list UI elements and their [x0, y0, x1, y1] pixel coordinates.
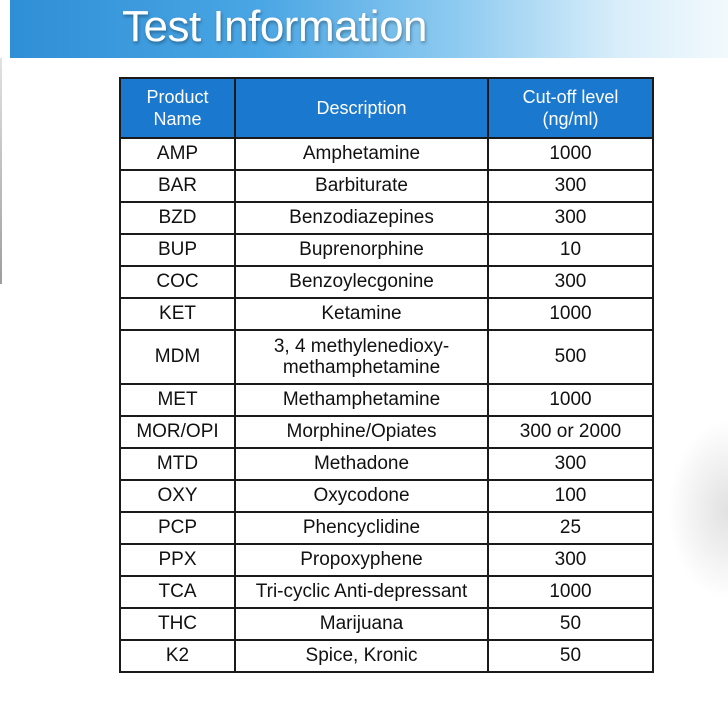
table-row	[120, 138, 653, 170]
title-banner	[10, 0, 728, 58]
product-name-cell: PPX	[120, 544, 235, 576]
cutoff-level-cell: 300	[488, 544, 653, 576]
table-header-row	[120, 78, 653, 138]
test-information-table	[119, 77, 654, 673]
description-line: Phencyclidine	[302, 517, 421, 538]
product-name-cell: AMP	[120, 138, 235, 170]
cutoff-level-cell: 300	[488, 170, 653, 202]
description-cell	[235, 330, 488, 384]
header-line: Description	[316, 98, 407, 118]
header-product-name	[120, 78, 235, 138]
description-cell	[235, 480, 488, 512]
cutoff-level-cell: 10	[488, 234, 653, 266]
description-line: Amphetamine	[302, 143, 421, 164]
header-line: (ng/ml)	[542, 109, 599, 129]
description-line: Ketamine	[321, 303, 402, 324]
table-row	[120, 266, 653, 298]
description-line: Barbiturate	[315, 175, 408, 196]
table-row	[120, 330, 653, 384]
product-name-cell: KET	[120, 298, 235, 330]
cutoff-level-cell: 300	[488, 448, 653, 480]
cutoff-level-cell: 25	[488, 512, 653, 544]
description-cell	[235, 266, 488, 298]
table-row	[120, 416, 653, 448]
table-row	[120, 512, 653, 544]
product-name-cell: BAR	[120, 170, 235, 202]
product-name-cell: THC	[120, 608, 235, 640]
table-row	[120, 608, 653, 640]
description-cell	[235, 448, 488, 480]
product-name-cell: PCP	[120, 512, 235, 544]
cutoff-level-cell: 100	[488, 480, 653, 512]
description-cell	[235, 234, 488, 266]
cutoff-level-cell: 300 or 2000	[488, 416, 653, 448]
table-row	[120, 170, 653, 202]
description-cell	[235, 202, 488, 234]
cutoff-level-cell: 1000	[488, 576, 653, 608]
product-name-cell: BZD	[120, 202, 235, 234]
page-title: Test Information	[122, 2, 428, 51]
table-row	[120, 544, 653, 576]
table-row	[120, 576, 653, 608]
description-cell	[235, 608, 488, 640]
description-line: methamphetamine	[282, 357, 441, 378]
table-row	[120, 298, 653, 330]
description-line: Benzoylecgonine	[289, 271, 434, 292]
description-cell	[235, 416, 488, 448]
cutoff-level-cell: 300	[488, 266, 653, 298]
cutoff-level-cell: 300	[488, 202, 653, 234]
table-row	[120, 640, 653, 672]
description-line: Benzodiazepines	[289, 207, 434, 228]
description-line: Marijuana	[319, 613, 404, 634]
cutoff-level-cell: 1000	[488, 384, 653, 416]
left-edge-line	[0, 58, 2, 284]
description-cell	[235, 138, 488, 170]
description-cell	[235, 512, 488, 544]
product-name-cell: OXY	[120, 480, 235, 512]
description-cell	[235, 170, 488, 202]
product-name-cell: COC	[120, 266, 235, 298]
table-body	[120, 138, 653, 672]
product-name-cell: MOR/OPI	[120, 416, 235, 448]
description-cell	[235, 576, 488, 608]
background-glow	[668, 420, 728, 600]
cutoff-level-cell: 500	[488, 330, 653, 384]
description-line: Methadone	[313, 453, 410, 474]
table-row	[120, 202, 653, 234]
cutoff-level-cell: 1000	[488, 138, 653, 170]
product-name-cell: MTD	[120, 448, 235, 480]
description-line: Methamphetamine	[282, 389, 441, 410]
description-cell	[235, 298, 488, 330]
header-line: Name	[153, 109, 202, 129]
product-name-cell: K2	[120, 640, 235, 672]
table-row	[120, 480, 653, 512]
cutoff-level-cell: 50	[488, 608, 653, 640]
description-line: Propoxyphene	[300, 549, 423, 570]
table-row	[120, 448, 653, 480]
header-cutoff-level	[488, 78, 653, 138]
description-cell	[235, 640, 488, 672]
product-name-cell: MDM	[120, 330, 235, 384]
product-name-cell: BUP	[120, 234, 235, 266]
table-row	[120, 234, 653, 266]
cutoff-level-cell: 50	[488, 640, 653, 672]
description-line: Spice, Kronic	[305, 645, 418, 666]
product-name-cell: TCA	[120, 576, 235, 608]
table-row	[120, 384, 653, 416]
description-line: Morphine/Opiates	[286, 421, 437, 442]
cutoff-level-cell: 1000	[488, 298, 653, 330]
description-cell	[235, 384, 488, 416]
header-line: Cut-off level	[522, 87, 619, 107]
description-line: Buprenorphine	[299, 239, 424, 260]
description-cell	[235, 544, 488, 576]
description-line: 3, 4 methylenedioxy-	[273, 336, 450, 357]
description-line: Tri-cyclic Anti-depressant	[255, 581, 468, 602]
header-line: Product	[146, 87, 209, 107]
description-line: Oxycodone	[313, 485, 410, 506]
product-name-cell: MET	[120, 384, 235, 416]
header-description	[235, 78, 488, 138]
